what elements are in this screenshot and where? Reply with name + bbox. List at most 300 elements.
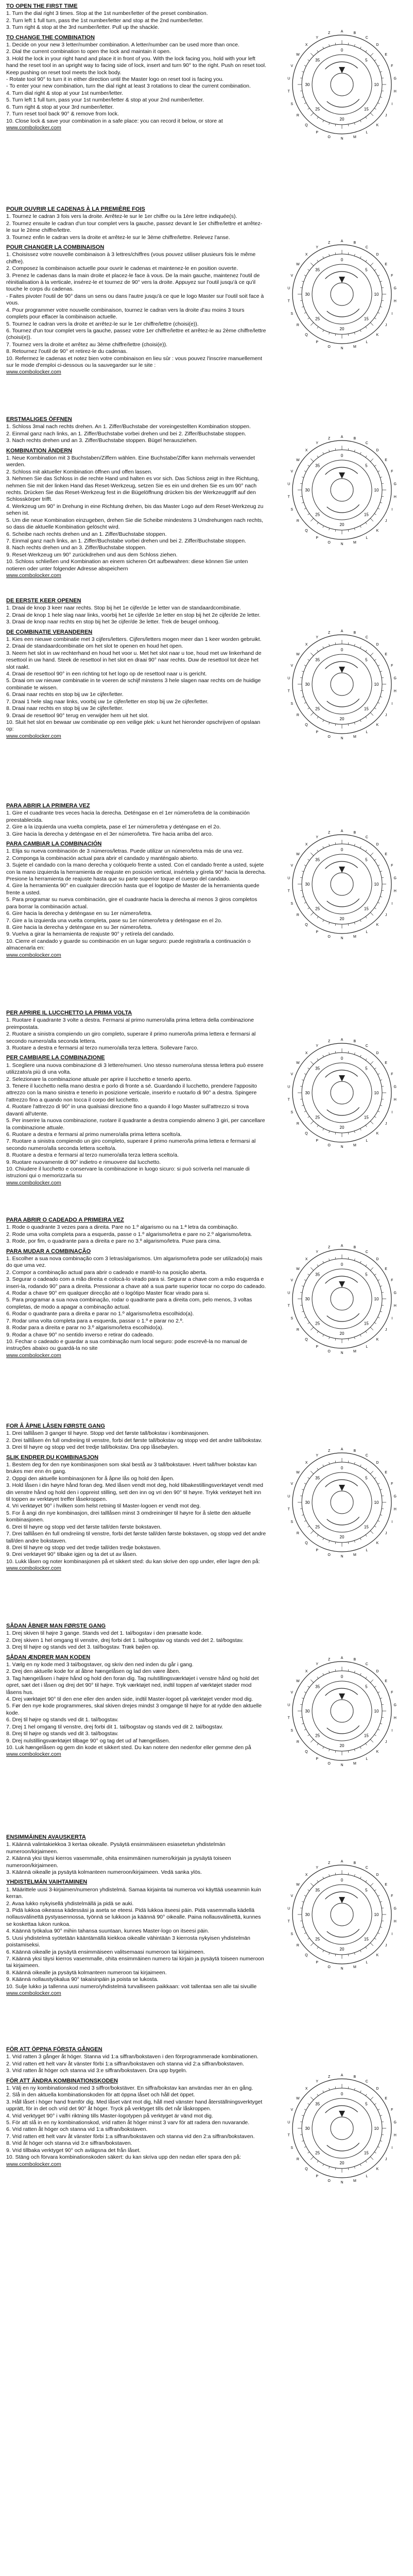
dial-tick: [302, 1698, 304, 1699]
change-step: 5. For å angi din nye kombinasjon, drei talllåsen minst 3 omdreininger til høyre for å slette den aktuelle kombinasjonen.: [6, 1510, 251, 1523]
dial-tick: [374, 1735, 376, 1736]
dial-tick: [360, 1538, 361, 1540]
dial-tick: [377, 702, 380, 703]
dial-letter: T: [287, 1098, 290, 1102]
change-steps: [6, 1662, 266, 1751]
arrow-left-icon: [327, 99, 359, 107]
dial-letter: W: [296, 852, 300, 856]
website-link[interactable]: www.combolocker.com: [6, 1352, 61, 1359]
dial-letter: H: [393, 299, 397, 303]
change-steps: [6, 1462, 266, 1565]
dial-tick: [308, 269, 309, 270]
dial-letter: Y: [316, 835, 319, 839]
dial-tick: [308, 1686, 309, 1687]
dial-tick: [366, 650, 367, 652]
dial-tick: [374, 659, 376, 660]
dial-letter: X: [305, 449, 308, 453]
change-step: 9. Vuelva a girar la herramienta de reajuste 90° y retírela del candado.: [6, 931, 175, 938]
dial-number: 5: [365, 1684, 368, 1689]
dial-letter: I: [391, 1110, 393, 1114]
dial-letter: W: [296, 2096, 300, 2100]
dial-tick: [370, 1531, 373, 1534]
dial-tick: [382, 690, 384, 691]
dial-tick: [348, 1542, 349, 1544]
change-step: 7. Drej 1 hel omgang til venstre, drej forbi dit 1. tal/bogstav og stands ved dit 2. tal/bogstav.: [6, 1723, 223, 1730]
dial-letter: H: [393, 1716, 397, 1720]
dial-tick: [377, 1895, 380, 1896]
dial-tick: [348, 530, 349, 532]
dial-tick: [308, 108, 309, 109]
dial-number: 25: [315, 2150, 320, 2156]
dial-letter: S: [290, 507, 294, 512]
arrow-left-icon: [327, 899, 359, 907]
dial-letter: Z: [328, 1246, 331, 1250]
dial-number: 35: [315, 657, 320, 663]
dial-number: 5: [365, 1066, 368, 1071]
dial-tick: [308, 708, 309, 709]
change-step: 8. Nach rechts drehen und an 3. Ziffer/Buchstabe stoppen.: [6, 545, 147, 551]
dial-pointer-icon: [339, 1075, 345, 1081]
dial-tick: [335, 334, 336, 336]
open-title: PER APRIRE IL LUCCHETTO LA PRIMA VOLTA: [6, 1010, 132, 1016]
dial-letter: Z: [328, 631, 331, 635]
dial-tick: [348, 1051, 349, 1053]
change-step: 7. Rodar uma volta completa para a esquerda, passar o 1.º e parar no 2.º.: [6, 1317, 184, 1324]
dial-tick: [308, 318, 309, 319]
dial-number: 35: [315, 1066, 320, 1071]
dial-letter: I: [391, 1932, 393, 1936]
dial-tick: [374, 708, 376, 709]
dial-letter: L: [366, 1345, 368, 1349]
dial-letter: Y: [316, 1044, 319, 1048]
dial-number: 20: [339, 1947, 345, 1952]
dial-hub: [331, 1903, 353, 1926]
dial-letter: F: [391, 1894, 393, 1899]
dial-tick: [329, 2088, 330, 2090]
dial-tick: [354, 1953, 355, 1955]
dial-number: 15: [364, 512, 369, 517]
dial-tick: [302, 1311, 304, 1312]
change-step: 9. Käännä nollaustyökalua 90° takaisinpäin ja poista se lukosta.: [6, 1976, 159, 1983]
change-step: 2. Dial the current combination to open the lock and maintain it open.: [6, 48, 171, 55]
dial-number: 20: [339, 1125, 345, 1130]
dial-number: 10: [374, 1297, 379, 1301]
dial-letter: P: [316, 1549, 319, 1553]
dial-letter: P: [316, 341, 319, 345]
combination-dial-diagram: [282, 430, 402, 550]
dial-letter: C: [365, 441, 368, 445]
dial-letter: N: [340, 347, 343, 350]
dial-tick: [308, 1274, 309, 1275]
dial-tick: [329, 44, 330, 46]
dial-tick: [370, 912, 373, 916]
dial-letter: R: [296, 913, 299, 918]
dial-tick: [335, 1873, 336, 1875]
dial-tick: [302, 1723, 304, 1724]
dial-tick: [317, 327, 318, 328]
dial-letter: B: [353, 1449, 356, 1453]
change-step: 4. Draai de resettool 90° in een richting tot het logo op de resettool naar u is gericht.: [6, 671, 207, 677]
dial-letter: C: [365, 835, 368, 839]
dial-tick: [317, 1677, 318, 1679]
open-step: 1. Drej skiven til højre 3 gange. Stands ved det 1. tal/bogstav i den præsatte kode.: [6, 1630, 203, 1637]
change-step: 1. Bestem deg for den nye kombinasjonen som skal bestå av 3 tall/bokstaver. Hvert tall/hver bokstav kan brukes mer enn én gang.: [6, 1462, 257, 1475]
dial-number: 30: [305, 682, 310, 687]
dial-letter: C: [365, 1044, 368, 1048]
change-step: 10. Refermez le cadenas et notez bien votre combinaison en lieu sûr : vous pouvez l'inscrire manuellement sur le mode d'emploi ci-dessous ou la sauvegarder sur le site :: [6, 355, 262, 368]
dial-letter: K: [376, 529, 379, 533]
open-step: 3. Gire hacia la derecha y deténgase en el 3er número/letra. Tire hacia arriba del arco.: [6, 831, 213, 837]
website-link[interactable]: www.combolocker.com: [6, 2161, 61, 2167]
website-link[interactable]: www.combolocker.com: [6, 733, 61, 739]
open-step: 3. Nach rechts drehen und an 3. Ziffer/Buchstabe stoppen. Bügel herausziehen.: [6, 437, 198, 444]
change-step: 7. Tournez vers la droite et arrêtez au 3ème chiffre/lettre (choisi(e)).: [6, 341, 168, 348]
open-step: 2. Draai de knop 1 hele slag naar links, voorbij het 1e cijfer/de 1e letter en stop bij het 2e cijfer/de 2e letter.: [6, 612, 261, 618]
website-link[interactable]: www.combolocker.com: [6, 369, 61, 376]
dial-letter: R: [296, 714, 299, 718]
dial-letter: Y: [316, 1662, 319, 1666]
dial-tick: [335, 1461, 336, 1463]
website-link[interactable]: www.combolocker.com: [6, 1751, 61, 1758]
dial-letter: I: [391, 702, 393, 706]
dial-tick: [360, 2091, 361, 2093]
dial-tick: [323, 2091, 324, 2093]
dial-number: 30: [305, 1500, 310, 1505]
dial-tick: [300, 287, 302, 288]
dial-tick: [311, 518, 314, 521]
dial-letter: J: [385, 1328, 387, 1332]
dial-tick: [329, 1053, 330, 1055]
dial-letter: T: [287, 1304, 290, 1308]
dial-letter: O: [328, 345, 331, 349]
dial-number: 10: [374, 2126, 379, 2131]
change-step: 9. Ruotare nuovamente di 90° indietro e rimuovere dal lucchetto.: [6, 1159, 161, 1165]
dial-letter: X: [305, 1873, 308, 1877]
arrow-left-icon: [327, 1725, 359, 1734]
dial-tick: [377, 275, 380, 276]
dial-tick: [382, 890, 384, 891]
dial-tick: [329, 1462, 330, 1464]
dial-number: 15: [364, 706, 369, 711]
dial-letter: J: [385, 114, 387, 118]
dial-tick: [360, 257, 361, 259]
dial-letter: C: [365, 1250, 368, 1254]
dial-letter: N: [340, 1555, 343, 1558]
change-step: 8. Ruotare a destra e fermarsi al terzo numero/alla terza lettera scelto/a.: [6, 1152, 179, 1159]
dial-tick: [335, 43, 336, 45]
dial-tick: [317, 1468, 318, 1470]
change-step: 1. Vælg en ny kode med 3 tal/bogstaver, og skriv den ned inden du går i gang.: [6, 1662, 194, 1668]
dial-letter: T: [287, 2133, 290, 2138]
dial-tick: [370, 263, 373, 266]
open-step: 3. Drej til højre og stands ved det 3. tal/bogstav. Træk bøjlen op.: [6, 1644, 160, 1651]
open-step: 3. Vrid ratten åt höger och stanna vid 3:e siffran/bokstaven. Dra upp bygeln.: [6, 2067, 187, 2074]
change-step: 5. För att slå in en ny kombinationskod, vrid ratten åt höger minst 3 varv för att radera den nuvarande.: [6, 2120, 250, 2126]
dial-tick: [380, 2115, 382, 2116]
dial-tick: [304, 103, 306, 104]
dial-number: 10: [374, 1091, 379, 1095]
dial-letter: C: [365, 1866, 368, 1870]
dial-letter: M: [353, 735, 356, 739]
change-step: 6. Draai naar rechts en stop bij uw 1e cijfer/letter.: [6, 691, 124, 698]
dial-tick: [366, 1468, 367, 1470]
dial-tick: [370, 1471, 373, 1474]
change-step: 4. Vrid verktyget 90° i valfri riktning tills Master-logotypen på verktyget är vänd mot dig.: [6, 2112, 213, 2119]
change-step: 2. Avaa lukko nykyisellä yhdistelmällä ja pidä se auki.: [6, 1900, 134, 1907]
dial-inner-ring: [312, 1681, 372, 1741]
change-step: 3. Segurar o cadeado com a mão direita e colocá-lo virado para si. Segurar a chave com a mão esquerda e inseri-la, rodando 90° para a direita. Pressionar a chave até a sua parte superior tocar no corpo do cadeado.: [6, 1276, 266, 1290]
change-step: 1. Kies een nieuwe combinatie met 3 cijfers/letters. Cijfers/letters mogen meer dan 1 keer worden gebruikt.: [6, 636, 262, 643]
change-step: 6. Tournez d'un tour complet vers la gauche, passez votre 1er chiffre/lettre et arrêtez-le au 2ème chiffre/lettre (choisi(e)).: [6, 327, 266, 341]
dial-tick: [360, 1261, 361, 1263]
dial-number: 5: [365, 267, 368, 273]
dial-tick: [302, 477, 304, 478]
combination-dial-diagram: [282, 1033, 402, 1153]
dial-tick: [300, 2134, 302, 2135]
dial-letter: S: [290, 102, 294, 106]
open-step: 1. Turn the dial right 3 times. Stop at the 1st number/letter of the preset combination.: [6, 10, 208, 17]
dial-tick: [354, 1874, 355, 1876]
dial-tick: [374, 908, 376, 909]
dial-letter: E: [385, 652, 387, 656]
dial-inner-ring: [312, 1885, 372, 1944]
dial-letter: U: [287, 2121, 290, 2125]
dial-letter: X: [305, 1461, 308, 1465]
dial-letter: H: [393, 689, 397, 693]
dial-letter: D: [376, 1052, 379, 1056]
dial-letter: H: [393, 2133, 397, 2138]
dial-letter: R: [296, 1532, 299, 1536]
website-link[interactable]: www.combolocker.com: [6, 1179, 61, 1186]
combination-dial-diagram: [282, 234, 402, 354]
dial-number: 20: [339, 117, 345, 122]
dial-tick: [335, 1132, 336, 1134]
combination-dial-diagram: [282, 1855, 402, 1974]
dial-number: 35: [315, 267, 320, 273]
dial-tick: [311, 2157, 314, 2160]
dial-letter: X: [305, 1670, 308, 1674]
change-step: 5. Per inserire la nuova combinazione, ruotare il quadrante a destra compiendo almeno 3 giri, per cancellare la combinazione attuale.: [6, 1117, 265, 1131]
change-steps: [6, 42, 266, 125]
dial-number: 0: [340, 848, 343, 852]
section-text: [6, 598, 266, 740]
dial-tick: [304, 1483, 306, 1484]
dial-middle-ring: [302, 1259, 382, 1339]
change-step: 5. Uusi yhdistelmä syötetään kääntämällä kiekkoa oikealle vähintään 3 kierrosta nykyisen yhdistelmän poistamiseksi.: [6, 1935, 250, 1948]
open-step: 2. Tournez ensuite le cadran d'un tour complet vers la gauche, passez devant le 1er chiffre/lettre et arrêtez-le sur le 2ème chiffre/lettre.: [6, 220, 263, 234]
dial-number: 20: [339, 717, 345, 721]
dial-inner-ring: [312, 460, 372, 520]
change-step: 7. Einmal ganz nach links, an 1. Ziffer/Buchstabe vorbei drehen und bei 2. Ziffer/Buchstabe stoppen.: [6, 537, 246, 544]
dial-tick: [370, 323, 373, 326]
dial-letter: Z: [328, 1861, 331, 1866]
dial-letter: M: [353, 135, 356, 139]
section-text: [6, 803, 266, 959]
dial-tick: [366, 850, 367, 852]
dial-tick: [304, 1729, 306, 1730]
dial-letter: P: [316, 1757, 319, 1761]
section-text: [6, 1010, 266, 1187]
dial-letter: O: [328, 135, 331, 139]
website-link[interactable]: www.combolocker.com: [6, 124, 61, 131]
dial-number: 30: [305, 1709, 310, 1714]
dial-letter: J: [385, 519, 387, 523]
dial-letter: C: [365, 245, 368, 249]
website-link[interactable]: www.combolocker.com: [6, 952, 61, 958]
dial-tick: [335, 124, 336, 126]
dial-tick: [377, 2109, 380, 2110]
dial-tick: [329, 922, 330, 924]
dial-tick: [323, 120, 324, 122]
dial-letter: D: [376, 253, 379, 257]
change-title: FÖR ATT ÄNDRA KOMBINATIONSKODEN: [6, 2077, 118, 2084]
dial-number: 10: [374, 682, 379, 687]
dial-middle-ring: [302, 1462, 382, 1543]
dial-tick: [370, 1121, 373, 1124]
open-step: 3. Tournez enfin le cadran vers la droite et arrêtez-le sur le 3ème chiffre/lettre. Relevez l'anse.: [6, 234, 230, 241]
change-step: 9. Draai de resettool 90° terug en verwijder hem uit het slot.: [6, 712, 149, 719]
dial-letter: Z: [328, 437, 331, 441]
dial-tick: [366, 1880, 367, 1882]
dial-tick: [370, 653, 373, 656]
dial-tick: [360, 1877, 361, 1879]
dial-number: 35: [315, 1476, 320, 1481]
dial-svg: [282, 25, 402, 144]
dial-letter: W: [296, 1883, 300, 1887]
open-steps: [6, 1017, 266, 1052]
dial-letter: B: [353, 241, 356, 245]
dial-pointer-icon: [339, 2111, 345, 2117]
dial-letter: P: [316, 131, 319, 135]
change-step: 10. Close lock & save your combination in a safe place: you can record it below, or store at: [6, 117, 223, 124]
dial-letter: V: [290, 1894, 294, 1899]
open-title: SÅDAN ÅBNER MAN FØRSTE GANG: [6, 1623, 106, 1629]
dial-tick: [304, 275, 306, 276]
dial-tick: [329, 332, 330, 334]
dial-tick: [366, 1743, 367, 1745]
dial-number: 5: [365, 2102, 368, 2107]
dial-letter: U: [287, 876, 290, 880]
dial-tick: [329, 1131, 330, 1133]
change-step: 2. Selezionare la combinazione attuale per aprire il lucchetto e tenerlo aperto.: [6, 1076, 192, 1082]
dial-letter: O: [328, 1761, 331, 1766]
dial-letter: W: [296, 53, 300, 57]
dial-letter: W: [296, 458, 300, 462]
change-step: 8. Vrid åt höger och stanna vid 3:e siffran/bokstaven.: [6, 2140, 132, 2147]
dial-tick: [308, 1890, 309, 1891]
dial-tick: [329, 1953, 330, 1955]
change-step: 6. Käännä oikealle ja pysäytä ensimmäiseen valitsemaasi numeroon tai kirjaimeen.: [6, 1948, 205, 1955]
dial-number: 0: [340, 1878, 343, 1883]
arrow-left-icon: [327, 309, 359, 317]
dial-tick: [380, 477, 382, 478]
dial-tick: [317, 260, 318, 262]
dial-middle-ring: [302, 44, 382, 125]
dial-letter: J: [385, 1740, 387, 1744]
dial-letter: N: [340, 1145, 343, 1149]
open-step: 1. Käännä valintakiekkoa 3 kertaa oikealle. Pysäytä ensimmäiseen esiasetetun yhdistelmän numeroon/kirjaimeen.: [6, 1841, 226, 1855]
dial-pointer-icon: [339, 1281, 345, 1287]
dial-letter: U: [287, 1703, 290, 1707]
section-text: [6, 1623, 266, 1758]
dial-tick: [377, 1520, 380, 1521]
dial-tick: [308, 1323, 309, 1324]
change-step: 5. Para programar su nueva combinación, gire el cuadrante hacia la derecha al menos 3 giros completos para borrar la combinación actual.: [6, 896, 257, 910]
dial-letter: R: [296, 324, 299, 328]
dial-letter: E: [385, 1470, 387, 1475]
dial-tick: [374, 60, 376, 61]
dial-letter: U: [287, 1085, 290, 1089]
open-title: DE EERSTE KEER OPENEN: [6, 598, 81, 604]
dial-tick: [354, 1259, 355, 1261]
website-link[interactable]: www.combolocker.com: [6, 1990, 61, 1996]
dial-tick: [360, 1747, 361, 1749]
dial-tick: [360, 526, 361, 528]
dial-tick: [360, 720, 361, 722]
website-link[interactable]: www.combolocker.com: [6, 1565, 61, 1572]
dial-tick: [354, 2088, 355, 2090]
dial-letter: V: [290, 1279, 294, 1283]
dial-tick: [304, 2146, 306, 2147]
open-step: 1. Gire el cuadrante tres veces hacia la derecha. Deténgase en el 1er número/letra de la combinación preestablecida.: [6, 810, 250, 823]
dial-tick: [311, 1471, 314, 1474]
dial-tick: [304, 65, 306, 66]
dial-tick: [370, 713, 373, 716]
dial-letter: A: [340, 1448, 343, 1451]
dial-middle-ring: [302, 1671, 382, 1751]
dial-letter: V: [290, 274, 294, 278]
dial-number: 15: [364, 2150, 369, 2156]
arrow-left-icon: [327, 2143, 359, 2151]
open-step: 3. Draai de knop naar rechts en stop bij het 3e cijfer/de 3e letter. Trek de beugel omhoog.: [6, 619, 220, 625]
dial-letter: T: [287, 1716, 290, 1720]
change-steps: [6, 251, 266, 369]
dial-letter: D: [376, 1670, 379, 1674]
dial-letter: A: [340, 630, 343, 633]
open-steps: [6, 1224, 266, 1245]
dial-letter: E: [385, 1883, 387, 1887]
dial-letter: R: [296, 1944, 299, 1948]
dial-letter: K: [376, 1541, 379, 1545]
dial-letter: R: [296, 519, 299, 523]
dial-tick: [329, 1540, 330, 1543]
dial-tick: [323, 647, 324, 649]
change-step: 2. Composez la combinaison actuelle pour ouvrir le cadenas et maintenez-le en position ouverte.: [6, 265, 238, 272]
dial-tick: [317, 1125, 318, 1127]
dial-letter: B: [353, 2075, 356, 2079]
dial-tick: [374, 1686, 376, 1687]
website-link[interactable]: www.combolocker.com: [6, 572, 61, 579]
change-step: 7. Turn reset tool back 90° & remove from lock.: [6, 111, 119, 117]
dial-tick: [323, 452, 324, 454]
dial-tick: [311, 653, 314, 656]
dial-letter: Y: [316, 1453, 319, 1458]
dial-tick: [370, 1061, 373, 1064]
dial-letter: T: [287, 299, 290, 303]
dial-letter: I: [391, 507, 393, 512]
open-title: PARA ABRIR LA PRIMERA VEZ: [6, 803, 90, 809]
arrow-left-icon: [327, 699, 359, 707]
dial-number: 15: [364, 316, 369, 321]
dial-letter: P: [316, 536, 319, 540]
dial-tick: [382, 483, 384, 484]
dial-tick: [304, 665, 306, 666]
dial-letter: Z: [328, 1658, 331, 1662]
change-step: 5. Um die neue Kombination einzugeben, drehen Sie die Scheibe mindestens 3 Umdrehungen nach rechts, so dass die aktuelle Kombination gelöscht wird.: [6, 517, 264, 531]
dial-letter: J: [385, 913, 387, 918]
dial-tick: [354, 844, 355, 846]
dial-tick: [377, 902, 380, 903]
